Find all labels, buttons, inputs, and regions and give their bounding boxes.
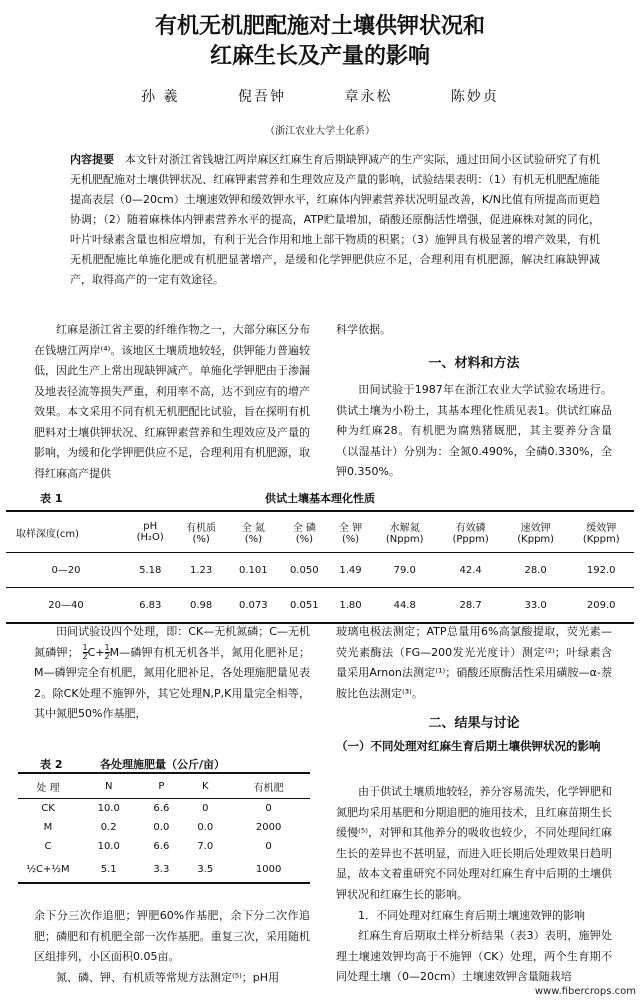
table1-caption: 供试土壤基本理化性质 (265, 492, 375, 505)
table2-header: K (201, 780, 209, 792)
right-methods-paragraph: 玻璃电极法测定；ATP总量用6%高氯酸提取，荧光素—荧光素酶法（FG—200发光光度计）测定⁽²⁾；叶绿素含量采用Arnon法测定⁽¹⁾；硝酸还原酶活性采用磺胺—α-萘胺比色法测定⁽³⁾。 (336, 625, 612, 700)
table1-header: 全 氮 (%) (241, 523, 265, 545)
table-cell: C (44, 841, 52, 852)
author-list (0, 86, 640, 106)
table1-header: 有机质 (%) (186, 523, 217, 545)
table-row (6, 553, 634, 588)
intro-paragraph (34, 320, 310, 490)
table-cell: 10.0 (97, 841, 120, 852)
table-cell: M (43, 822, 53, 833)
table-cell: 0.2 (100, 822, 117, 833)
table1-label: 表 1 (40, 492, 63, 505)
table-cell: 0 (202, 803, 209, 814)
table-cell: 0.050 (290, 564, 319, 576)
table-row (18, 818, 310, 837)
methods-text: 田间试验于1987年在浙江农业大学试验农场进行。供试土壤为小粉土，其基本理化性质见表1。供试红麻品种为红麻28。有机肥为腐熟猪厩肥，其主要养分含量（以湿基计）分别为：全氮0.490%，全磷0.330%，全钾0.350%。 (336, 383, 612, 478)
table1-header: 取样深度(cm) (16, 528, 80, 540)
table-row (18, 856, 310, 883)
table-cell: 0.051 (290, 599, 319, 611)
table2 (18, 772, 310, 884)
affiliation: （浙江农业大学土化系） (265, 126, 375, 137)
table-cell: 1.23 (190, 564, 213, 576)
paper-title-line2: 红麻生长及产量的影响 (209, 43, 430, 69)
table-cell: 6.6 (153, 841, 170, 852)
table-cell: 79.0 (393, 564, 416, 576)
table-cell: 5.1 (100, 863, 117, 875)
table1-header: 全 磷 (%) (292, 523, 316, 545)
table1-header: pH (H₂O) (136, 521, 164, 543)
fraction-half: $\frac{1}{2}$ (104, 643, 110, 661)
fraction-half: $\frac{1}{2}$ (82, 643, 88, 661)
table-cell: 209.0 (586, 599, 616, 611)
table2-header: N (104, 780, 113, 792)
table-cell: 42.4 (459, 564, 482, 576)
table-row (18, 837, 310, 856)
section2-heading: 二、结果与讨论 (428, 716, 520, 731)
table1 (6, 510, 634, 624)
table2-header-row (18, 773, 310, 799)
treatments-text-a: 田间试验设四个处理，即：CK—无机氮磷；C—无机氮磷钾； (34, 625, 310, 659)
section1-heading: 一、材料和方法 (428, 356, 520, 371)
table1-header: 全 钾 (%) (338, 523, 363, 545)
results-subheading: 1．不同处理对红麻生育后期土壤速效钾的影响 (358, 909, 585, 922)
table-cell: 10.0 (97, 803, 120, 814)
table1-header: 有效磷 (Pppm) (452, 523, 489, 545)
table-cell: 0.0 (197, 822, 214, 833)
results-paragraph-2: 红麻生育后期取土样分析结果（表3）表明，施钾处理土壤速效钾均高于不施钾（CK）处理，两个生育期不同处理土壤（0—20cm）土壤速效钾含量随栽培 (336, 929, 612, 983)
table-cell: CK (41, 803, 55, 814)
watermark: www.fibercrops.com (534, 986, 636, 997)
intro-continuation: 科学依据。 (336, 323, 391, 336)
table-cell: 1.80 (339, 599, 362, 611)
table-cell: ½C+½M (26, 863, 70, 875)
paper-title-line1: 有机无机肥配施对土壤供钾状况和 (154, 13, 485, 39)
table-cell: 1000 (255, 863, 282, 875)
table-cell: 6.6 (153, 803, 170, 814)
table-cell: 0 (265, 803, 272, 814)
treatments-paragraph: 田间试验设四个处理，即：CK—无机氮磷；C—无机氮磷钾； $\frac{1}{2}$ C+ $\frac{1}{2}$ M—磷钾有机无机各半，氮用化肥补足；M—磷钾完全有机肥，氮用化肥补足，各处理施肥量见表2。除CK处理不施钾外，其它处理N,P,K用量完全相等，其中氮肥50%作基肥， (34, 625, 310, 720)
table2-label: 表 2 (40, 758, 63, 771)
table1-header-row (6, 511, 634, 553)
table2-header: 处 理 (36, 782, 60, 794)
table-cell: 20—40 (48, 599, 84, 611)
table-cell: 3.3 (153, 863, 170, 875)
table2-caption: 各处理施肥量（公斤/亩） (100, 758, 226, 771)
table-cell: 0 (265, 841, 272, 852)
results-text: 由于供试土壤质地较轻，养分容易流失，化学钾肥和氮肥均采用基肥和分期追肥的施用技术，且红麻苗期生长缓慢⁽⁵⁾，对钾和其他养分的吸收也较少，不同处理间红麻生长的差异也不甚明显，而进入旺长期后处理效果日趋明显，故本文着重研究不同处理对红麻生育中后期的土壤供钾状况和红麻生长的影响。 (336, 785, 612, 901)
table-cell: 1.49 (339, 564, 362, 576)
table-row (6, 588, 634, 624)
author-1: 孙 羲 (141, 89, 180, 105)
table-cell: 6.83 (139, 599, 162, 611)
table-cell: 28.7 (459, 599, 482, 611)
subsection1-heading: （一）不同处理对红麻生育后期土壤供钾状况的影响 (336, 739, 601, 753)
abstract-text: 本文针对浙江省钱塘江两岸麻区红麻生育后期缺钾减产的生产实际，通过田间小区试验研究了有机无机肥配施对土壤供钾状况、红麻钾素营养和生理效应及产量的影响，试验结果表明：（1）有机无机肥配施能提高表层（0—20cm）土壤速效钾和缓效钾水平，红麻体内钾素营养状况明显改善，K/N比值有所提高而更趋协调；（2）随着麻株体内钾素营养水平的提高，ATP贮量增加，硝酸还原酶活性增强，促进麻株对氮的同化，叶片叶绿素含量也相应增加，有利于光合作用和地上部干物质的积累；（3）施钾具有极显著的增产效果，有机无机肥配施比单施化肥或有机肥显著增产，是缓和化学钾肥供应不足，合理利用有机肥源，解决红麻缺钾减产，取得高产的一定有效途径。 (70, 153, 601, 286)
table-cell: 2000 (255, 822, 282, 833)
author-4: 陈妙贞 (450, 89, 499, 105)
table-cell: 3.5 (197, 863, 214, 875)
abstract (70, 150, 600, 290)
abstract-label: 内容提要 (70, 153, 115, 166)
table-cell: 0—20 (51, 564, 81, 576)
author-3: 章永松 (344, 89, 393, 105)
results-paragraph (336, 782, 612, 906)
table-cell: 0.073 (239, 599, 268, 611)
methods-paragraph (336, 380, 612, 490)
table-cell: 7.0 (197, 841, 214, 852)
table-cell: 192.0 (586, 564, 616, 576)
table-cell: 0.98 (190, 599, 213, 611)
table-cell: 33.0 (524, 599, 547, 611)
table1-header: 水解氮 (Nppm) (385, 523, 424, 545)
intro-text: 红麻是浙江省主要的纤维作物之一，大部分麻区分布在钱塘江两岸⁽⁴⁾。该地区土壤质地较轻，供钾能力普遍较低，因此生产上常出现缺钾减产。单施化学钾肥由于渗漏及地表径流等损失严重，利用率不高，达不到应有的增产效果。本文采用不同有机无机肥配比试验，旨在探明有机肥料对土壤供钾状况、红麻钾素营养和生理效应及产量的影响，为缓和化学钾肥供应不足，合理利用有机肥源，取得红麻高产提供 (34, 323, 310, 480)
table1-header: 缓效钾 (Kppm) (582, 523, 620, 545)
table-cell: 5.18 (139, 564, 162, 576)
table2-header: 有机肥 (253, 782, 284, 794)
table-cell: 0.0 (153, 822, 170, 833)
table-cell: 0.101 (239, 564, 268, 576)
after-table2-paragraph: 余下分三次作追肥；钾肥60%作基肥，余下分二次作追肥；磷肥和有机肥全部一次作基肥。重复三次，采用随机区组排列，小区面积0.05亩。 (34, 909, 310, 963)
table-row (18, 799, 310, 819)
table-cell: 28.0 (524, 564, 547, 576)
table2-header: P (158, 780, 165, 792)
author-2: 倪吾钟 (238, 89, 286, 105)
after-table2-paragraph-b: 氮、磷、钾、有机质等常规方法测定⁽⁵⁾；pH用 (56, 971, 280, 984)
table1-header: 速效钾 (Kppm) (517, 523, 555, 545)
table-cell: 44.8 (393, 599, 416, 611)
treatments-text-b: —磷钾有机无机各半，氮用化肥补足；M—磷钾完全有机肥，氮用化肥补足，各处理施肥量见表2。除CK处理不施钾外，其它处理N,P,K用量完全相等，其中氮肥50%作基肥， (34, 645, 310, 720)
